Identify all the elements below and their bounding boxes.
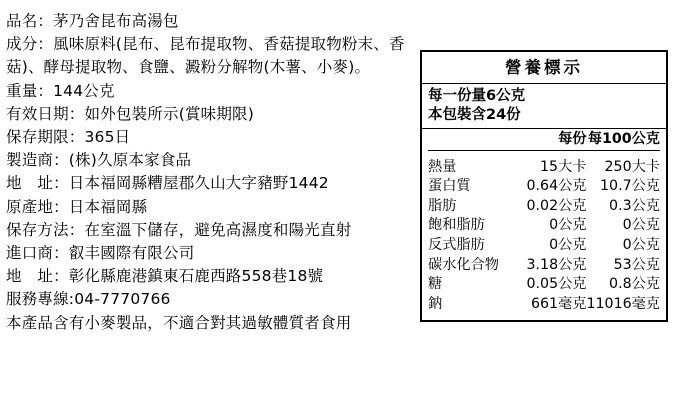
product-info-line-storage: 保存方法：在室溫下儲存，避免高濕度和陽光直射 (6, 220, 352, 239)
table-row (428, 157, 660, 177)
product-info-block (6, 10, 410, 335)
product-info-line-importer: 進口商：叡丰國際有限公司 (6, 244, 195, 263)
nutrition-header-per-100g: 每100公克 (587, 130, 660, 147)
table-row (428, 177, 660, 197)
nutrition-row-per-100g: 250大卡 (604, 158, 660, 175)
product-info-line-name: 品名：茅乃舍昆布高湯包 (6, 12, 179, 30)
product-info-line-importer-address: 地 址：彰化縣鹿港鎮東石鹿西路558巷18號 (6, 267, 324, 286)
nutrition-row-per-serving: 661毫克 (531, 295, 587, 312)
nutrition-header-blank (428, 129, 523, 149)
product-info-line-weight: 重量：144公克 (6, 81, 115, 100)
nutrition-row-per-100g: 53公克 (613, 256, 660, 273)
nutrition-row-per-serving: 0公克 (549, 217, 587, 234)
table-row (428, 294, 660, 314)
nutrition-row-label: 蛋白質 (428, 178, 471, 195)
nutrition-row-label: 熱量 (428, 158, 457, 175)
product-info-line-ingredients: 成分：風味原料(昆布、昆布提取物、香菇提取物粉末、香菇)、酵母提取物、食鹽、澱粉分解物(木薯、小麥)。 (6, 35, 405, 77)
nutrition-row-label: 脂肪 (428, 197, 457, 214)
nutrition-header-per-serving: 每份 (558, 130, 587, 147)
nutrition-servings-per-container: 本包裝含24份 (428, 107, 521, 123)
nutrition-row-per-serving: 0.64公克 (526, 178, 587, 195)
product-info-line-expiry: 有效日期：如外包裝所示(賞味期限) (6, 104, 254, 123)
product-info-line-origin: 原產地：日本福岡縣 (6, 197, 148, 216)
nutrition-header-row (428, 129, 660, 149)
nutrition-row-per-serving: 0.02公克 (526, 197, 587, 214)
nutrition-row-label: 飽和脂肪 (428, 217, 485, 234)
nutrition-row-per-100g: 0.3公克 (609, 197, 660, 214)
table-row (428, 235, 660, 255)
nutrition-row-per-100g: 0.8公克 (609, 276, 660, 293)
product-info-line-allergen-warning: 本產品含有小麥製品，不適合對其過敏體質者食用 (6, 313, 352, 332)
table-row (428, 255, 660, 275)
nutrition-row-per-100g: 0公克 (622, 217, 660, 234)
nutrition-divider-top (422, 83, 666, 84)
table-row (428, 216, 660, 236)
nutrition-row-per-100g: 11016毫克 (586, 295, 660, 312)
table-row (428, 275, 660, 295)
product-info-line-service-phone: 服務專線:04-7770766 (6, 290, 171, 309)
nutrition-row-label: 糖 (428, 276, 443, 293)
nutrition-row-label: 反式脂肪 (428, 236, 485, 253)
nutrition-facts-panel (420, 50, 668, 322)
nutrition-row-per-100g: 0公克 (622, 236, 660, 253)
product-info-line-shelf-life: 保存期限：365日 (6, 128, 131, 147)
nutrition-row-per-serving: 3.18公克 (526, 256, 587, 273)
nutrition-row-per-100g: 10.7公克 (600, 178, 660, 195)
table-row (428, 196, 660, 216)
nutrition-row-per-serving: 0公克 (549, 236, 587, 253)
nutrition-row-per-serving: 15大卡 (540, 158, 587, 175)
product-info-line-manufacturer-address: 地 址：日本福岡縣糟屋郡久山大字豬野1442 (6, 174, 329, 193)
nutrition-row-label: 鈉 (428, 295, 443, 312)
nutrition-serving-size: 每一份量6公克 (428, 88, 526, 104)
nutrition-title: 營養標示 (505, 58, 583, 77)
nutrition-table (428, 129, 660, 314)
nutrition-row-per-serving: 0.05公克 (526, 276, 587, 293)
product-info-line-manufacturer: 製造商：(株)久原本家食品 (6, 151, 192, 170)
nutrition-row-label: 碳水化合物 (428, 256, 499, 273)
